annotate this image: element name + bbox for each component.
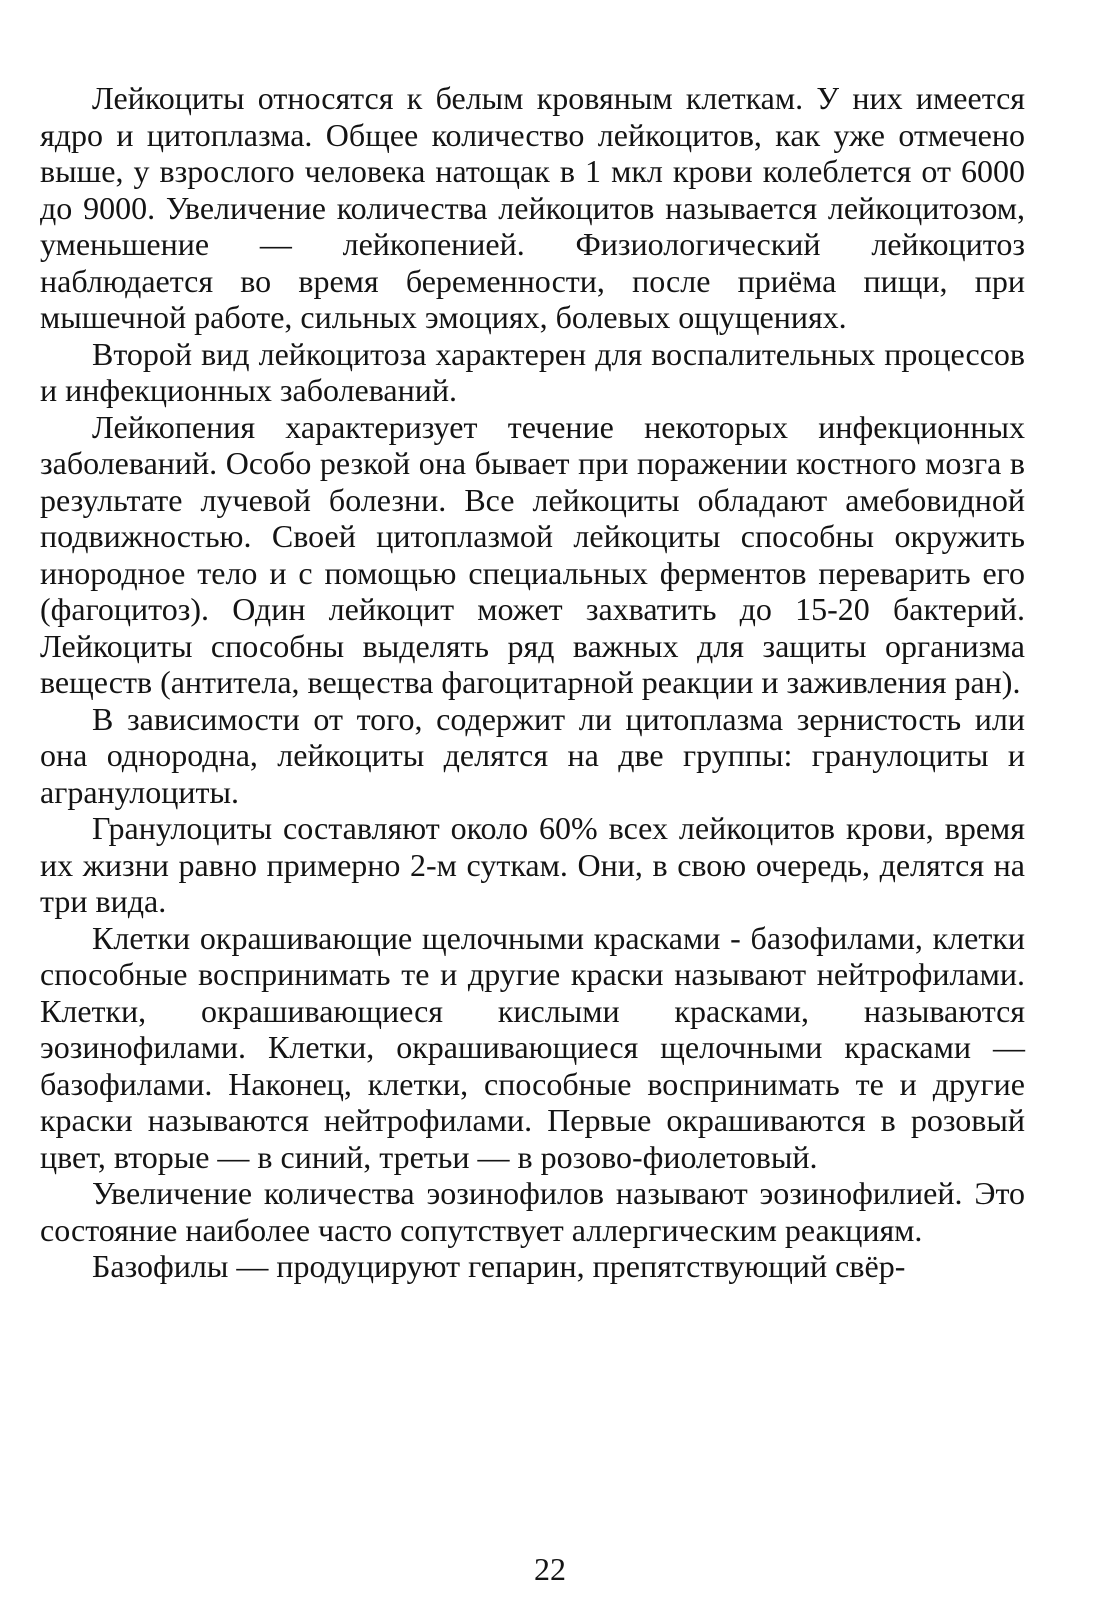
page-number: 22 <box>534 1551 566 1587</box>
paragraph-eosinophilia: Увеличение количества эозинофилов называют эозинофилией. Это состояние наиболее часто сопутствует аллергическим реакциям. <box>40 1175 1025 1248</box>
paragraph-staining-types: Клетки окрашивающие щелочными красками - базофилами, клетки способные воспринимать те и другие краски называют нейтрофилами. Клетки, окрашивающиеся кислыми красками, называются эозинофилами. Клетки, окрашивающиеся щелочными красками — базофилами. Наконец, клетки, способные воспринимать те и другие краски называются нейтрофилами. Первые окрашиваются в розовый цвет, вторые — в синий, третьи — в розово-фиолетовый. <box>40 919 1025 1175</box>
paragraph-second-leukocytosis: Второй вид лейкоцитоза характерен для воспалительных процессов и инфекционных заболеваний. <box>40 335 1025 408</box>
paragraph-granularity-groups: В зависимости от того, содержит ли цитоплазма зернистость или она однородна, лейкоциты делятся на две группы: гранулоциты и агранулоциты. <box>40 700 1025 810</box>
paragraph-leukocytes-intro: Лейкоциты относятся к белым кровяным клеткам. У них имеется ядро и цитоплазма. Общее количество лейкоцитов, как уже отмечено выше, у взрослого человека натощак в 1 мкл крови колеблется от 6000 до 9000. Увеличение количества лейкоцитов называется лейкоцитозом, уменьшение — лейкопенией. Физиологический лейкоцитоз наблюдается во время беременности, после приёма пищи, при мышечной работе, сильных эмоциях, болевых ощущениях. <box>40 80 1025 335</box>
paragraph-granulocytes: Гранулоциты составляют около 60% всех лейкоцитов крови, время их жизни равно примерно 2-м суткам. Они, в свою очередь, делятся на три вида. <box>40 810 1025 919</box>
paragraph-basophils: Базофилы — продуцируют гепарин, препятствующий свёр- <box>92 1248 906 1284</box>
paragraph-leukopenia: Лейкопения характеризует течение некоторых инфекционных заболеваний. Особо резкой она бывает при поражении костного мозга в результате лучевой болезни. Все лейкоциты обладают амебовидной подвижностью. Своей цитоплазмой лейкоциты способны окружить инородное тело и с помощью специальных ферментов переварить его (фагоцитоз). Один лейкоцит может захватить до 15-20 бактерий. Лейкоциты способны выделять ряд важных для защиты организма веществ (антитела, вещества фагоцитарной реакции и заживления ран). <box>40 408 1025 700</box>
page-body <box>40 80 1025 1285</box>
